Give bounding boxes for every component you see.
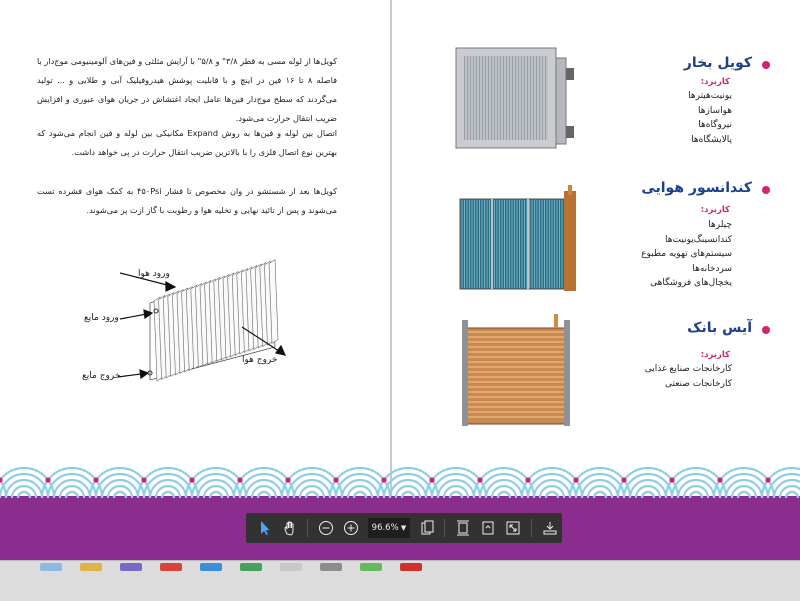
usage-item: سیستم‌های تهویه مطبوع	[641, 249, 732, 259]
app-icon[interactable]	[200, 563, 222, 571]
bullet-icon	[762, 186, 770, 194]
folder-icon[interactable]	[80, 563, 102, 571]
file-explorer-icon[interactable]	[40, 563, 62, 571]
clock-app-icon[interactable]	[280, 563, 302, 571]
usage-item: پالایشگاه‌ها	[691, 134, 732, 145]
bullet-icon	[762, 61, 770, 69]
toolbar-separator	[444, 519, 445, 537]
fit-page-icon[interactable]	[452, 517, 473, 539]
label-liquid-in: ورود مایع	[84, 313, 119, 323]
usage-item: کندانسینگ‌یونیت‌ها	[665, 234, 732, 245]
app-icon[interactable]	[120, 563, 142, 571]
usage-heading: کاربرد:	[700, 350, 730, 360]
usage-item: سردخانه‌ها	[692, 263, 732, 274]
usage-item: چیلرها	[708, 220, 732, 230]
zoom-in-icon[interactable]	[340, 517, 361, 539]
zoom-out-icon[interactable]	[315, 517, 336, 539]
product-title-air-condenser: کندانسور هوایی	[641, 180, 752, 196]
select-tool-icon[interactable]	[254, 517, 275, 539]
usage-heading: کاربرد:	[700, 77, 730, 87]
rotate-page-icon[interactable]	[478, 517, 499, 539]
bullet-icon	[762, 326, 770, 334]
app-icon[interactable]	[360, 563, 382, 571]
paragraph-coil-spec: کویل‌ها از لوله مسی به قطر ۳/۸" و ۵/۸" با آرایش مثلثی و فین‌های آلومینیومی موج‌دار با فاصله ۸ تا ۱۶ فین در اینچ و با قابلیت پوشش هیدروفیلیک آبی و طلایی و ... تولید می‌گردند که سطح موج‌دار فین‌ها عامل ایجاد اغتشاش در جریان هوای عبوری و افزایش ضریب انتقال حرارت می‌شود.	[37, 56, 337, 123]
paragraph-pressure-test: کویل‌ها بعد از شستشو در وان مخصوص تا فشار ۴۵۰Psi به کمک هوای فشرده تست می‌شوند و پس از تائید نهایی و تخلیه هوا و رطوبت با گاز ازت پر می‌شوند.	[37, 186, 337, 215]
toolbar-separator	[531, 519, 532, 537]
label-air-in: ورود هوا	[138, 269, 170, 279]
usage-item: نیروگاه‌ها	[698, 120, 732, 130]
page-view-icon[interactable]	[416, 517, 437, 539]
taskbar	[0, 560, 800, 601]
hand-tool-icon[interactable]	[279, 517, 300, 539]
zoom-level-select[interactable]	[368, 518, 411, 538]
usage-item: کارخانجات صنایع غذایی	[644, 364, 732, 374]
usage-list-air-condenser	[641, 218, 732, 291]
sign-icon[interactable]	[539, 517, 560, 539]
coil-flow-diagram	[80, 255, 300, 395]
usage-item: کارخانجات صنعتی	[665, 378, 732, 389]
usage-heading: کاربرد:	[700, 205, 730, 215]
browser-icon[interactable]	[160, 563, 182, 571]
app-icon[interactable]	[320, 563, 342, 571]
steam-coil-image	[450, 38, 580, 153]
full-screen-icon[interactable]	[503, 517, 524, 539]
app-icon[interactable]	[240, 563, 262, 571]
label-air-out: خروج هوا	[242, 355, 278, 365]
pdf-reader-icon[interactable]	[400, 563, 422, 571]
zoom-level-value: 96.6%	[371, 523, 399, 533]
usage-item: یونیت‌هیترها	[688, 91, 732, 101]
ice-bank-image	[458, 312, 582, 428]
chevron-down-icon: ▼	[400, 524, 407, 532]
paragraph-expand-connection: اتصال بین لوله و فین‌ها به روش Expand مکانیکی بین لوله و فین انجام می‌شود که بهترین نوع اتصال فلزی را با بالاترین ضریب انتقال حرارت در پی خواهد داشت.	[37, 128, 337, 157]
label-liquid-out: خروج مایع	[82, 371, 121, 381]
usage-list-steam-coil	[688, 89, 732, 147]
toolbar-separator	[307, 519, 308, 537]
usage-list-ice-bank	[645, 362, 732, 391]
pdf-toolbar	[246, 513, 562, 543]
product-title-ice-bank: آیس بانک	[687, 320, 752, 336]
air-condenser-image	[456, 183, 586, 293]
usage-item: هواسازها	[697, 105, 732, 116]
product-title-steam-coil: کویل بخار	[683, 55, 752, 71]
usage-item: یخچال‌های فروشگاهی	[650, 278, 732, 288]
